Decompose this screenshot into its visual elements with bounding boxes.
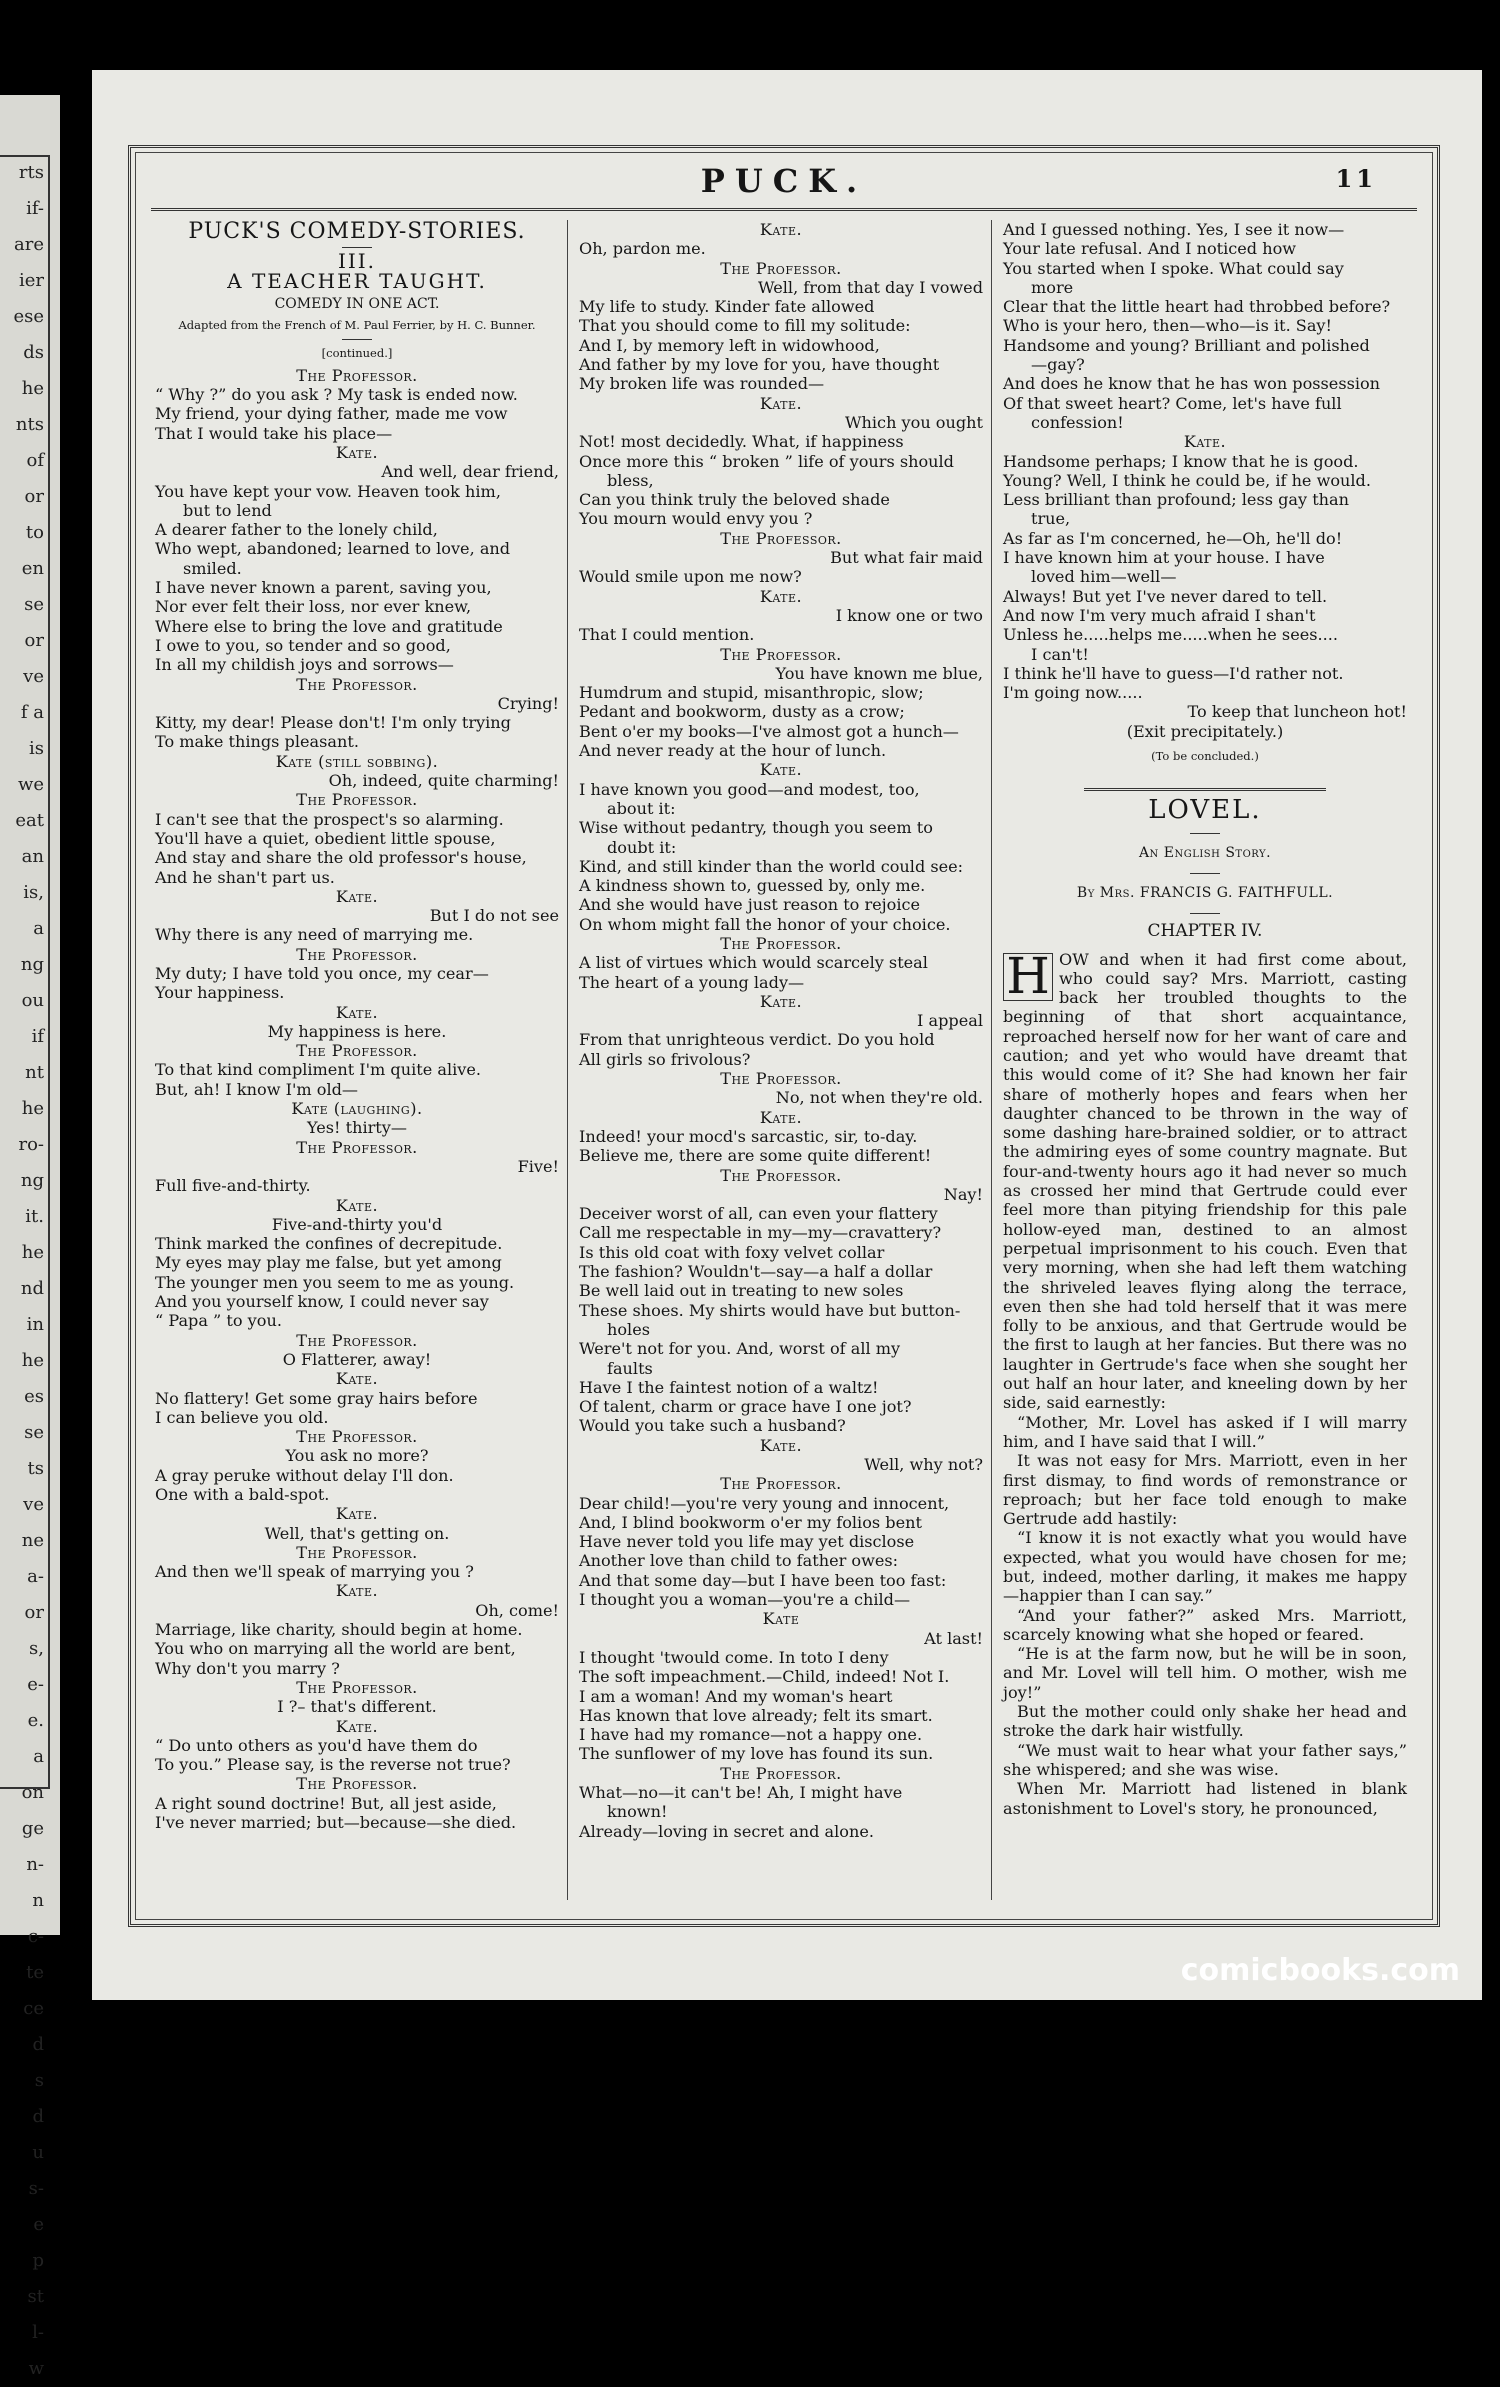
dialogue-line: And now I'm very much afraid I shan't bbox=[1003, 605, 1316, 625]
adjacent-page-fragment: e- bbox=[27, 1674, 44, 1695]
adjacent-page-fragment: ng bbox=[20, 954, 44, 975]
dialogue-line: All girls so frivolous? bbox=[579, 1049, 751, 1069]
dialogue-line: Is this old coat with foxy velvet collar bbox=[579, 1242, 885, 1262]
story-credit: Adapted from the French of M. Paul Ferrier, by H. C. Bunner. bbox=[178, 318, 536, 333]
adjacent-page-fragment: u bbox=[32, 2142, 44, 2163]
adjacent-page-fragment: if- bbox=[26, 198, 44, 219]
section-rule bbox=[1084, 788, 1326, 791]
dialogue-line: Yes! thirty— bbox=[307, 1118, 407, 1138]
title-rule bbox=[342, 247, 372, 248]
dialogue-line: Can you think truly the beloved shade bbox=[579, 490, 890, 510]
dialogue-line: Well, from that day I vowed bbox=[758, 277, 983, 297]
lovel-subtitle: An English Story. bbox=[1138, 844, 1272, 861]
speaker-label: Kate. bbox=[335, 1002, 379, 1022]
dialogue-line: I thought 'twould come. In toto I deny bbox=[579, 1647, 889, 1667]
dialogue-line: Clear that the little heart had throbbed before? bbox=[1003, 297, 1391, 317]
speaker-label: Kate. bbox=[1183, 432, 1227, 452]
dialogue-line: “ Papa ” to you. bbox=[155, 1311, 282, 1331]
dialogue-line: That I would take his place— bbox=[155, 423, 393, 443]
dialogue-line: And well, dear friend, bbox=[381, 462, 559, 482]
adjacent-page-fragment: s- bbox=[28, 2178, 44, 2199]
dialogue-line: I've never married; but—because—she died. bbox=[155, 1813, 517, 1833]
adjacent-page-fragment: ts bbox=[27, 1458, 44, 1479]
dialogue-line: I have known you good—and modest, too, bbox=[579, 779, 920, 799]
dialogue-line: A gray peruke without delay I'll don. bbox=[155, 1465, 454, 1485]
speaker-label: Kate. bbox=[759, 991, 803, 1011]
speaker-label: The Professor. bbox=[720, 644, 842, 664]
dialogue-line: I am a woman! And my woman's heart bbox=[579, 1686, 893, 1706]
speaker-label: The Professor. bbox=[720, 1069, 842, 1089]
dialogue-line: My duty; I have told you once, my cear— bbox=[155, 963, 489, 983]
adjacent-page-fragment: or bbox=[24, 630, 44, 651]
story-opening: OW and when it had first come about, who could say? Mrs. Marriott, casting back her troubled thoughts to the beginning of that short acquaintance, reproached herself now for her want of care and caution; and yet who would have dreamt that this would come of it? She had known her fair share of motherly hopes and fears when her daughter chanced to be thrown in the way of some dashing hare-brained soldier, or to attract the admiring eyes of some country magnate. But four-and-twenty hours ago it had never so much as crossed her mind that Gertrude could ever feel more than pitying friendship for this pale hollow-eyed man, destined to an almost perpetual imprisonment to his couch. Even that very morning, when she had left them watching the shriveled leaves flying along the terrace, even then she had told herself that it was mere folly to be anxious, and that Gertrude would be the first to laugh at her fancies. But there was no laughter in Gertrude's face when she sought her out half an hour later, and kneeling down by her side, said earnestly: bbox=[1003, 949, 1407, 1413]
story-genre: COMEDY IN ONE ACT. bbox=[274, 295, 440, 312]
dialogue-line: And she would have just reason to rejoice bbox=[579, 895, 921, 915]
speaker-label: Kate. bbox=[759, 1107, 803, 1127]
dialogue-line: “ Do unto others as you'd have them do bbox=[155, 1735, 478, 1755]
dialogue-line: true, bbox=[1031, 509, 1071, 529]
dialogue-line: I can't! bbox=[1031, 644, 1089, 664]
adjacent-page-fragment: eat bbox=[15, 810, 44, 831]
adjacent-page-fragment: or bbox=[24, 486, 44, 507]
column-divider bbox=[991, 220, 992, 1900]
lovel-rule bbox=[1190, 833, 1220, 834]
adjacent-page-fragment: f a bbox=[20, 702, 44, 723]
adjacent-page-fragment: ce bbox=[23, 1998, 44, 2019]
dialogue-line: I owe to you, so tender and so good, bbox=[155, 635, 451, 655]
dialogue-line: I can believe you old. bbox=[155, 1407, 329, 1427]
speaker-label: The Professor. bbox=[720, 1165, 842, 1185]
watermark: comicbooks.com bbox=[1180, 1953, 1460, 1988]
speaker-label: Kate. bbox=[759, 760, 803, 780]
dialogue-line: confession! bbox=[1031, 412, 1124, 432]
dialogue-line: Kind, and still kinder than the world could see: bbox=[579, 856, 964, 876]
speaker-label: Kate. bbox=[759, 586, 803, 606]
speaker-label: Kate. bbox=[759, 393, 803, 413]
adjacent-page-fragment: to bbox=[25, 522, 44, 543]
adjacent-page-fragment: l- bbox=[32, 2322, 44, 2343]
dialogue-line: No flattery! Get some gray hairs before bbox=[155, 1388, 478, 1408]
dialogue-line: Oh, indeed, quite charming! bbox=[328, 771, 559, 791]
dialogue-line: Full five-and-thirty. bbox=[155, 1176, 311, 1196]
dialogue-line: Which you ought bbox=[845, 412, 983, 432]
page-header bbox=[131, 158, 1437, 204]
dialogue-line: Humdrum and stupid, misanthropic, slow; bbox=[579, 683, 924, 703]
dialogue-line: I can't see that the prospect's so alarming. bbox=[155, 809, 504, 829]
adjacent-page-fragment: it. bbox=[25, 1206, 44, 1227]
dialogue-line: —gay? bbox=[1031, 355, 1085, 375]
adjacent-page-fragment: ve bbox=[23, 666, 44, 687]
dialogue-line: Not! most decidedly. What, if happiness bbox=[579, 432, 904, 452]
continued-note: [continued.] bbox=[321, 346, 393, 361]
dialogue-line: To you.” Please say, is the reverse not true? bbox=[155, 1755, 511, 1775]
dialogue-lines bbox=[579, 220, 983, 1841]
adjacent-page-fragment: an bbox=[21, 846, 44, 867]
adjacent-page-fragment: is, bbox=[23, 882, 44, 903]
dialogue-line: “ Why ?” do you ask ? My task is ended now. bbox=[155, 385, 518, 405]
adjacent-page-fragment: ge bbox=[21, 1818, 44, 1839]
dialogue-line: I'm going now..... bbox=[1003, 683, 1143, 703]
story-paragraph: “I know it is not exactly what you would have expected, what you would have chosen for me; but, indeed, mother darling, it makes me happy—happier than I can say.” bbox=[1003, 1528, 1407, 1606]
adjacent-page-fragment: s, bbox=[29, 1638, 44, 1659]
adjacent-page-fragment: se bbox=[24, 594, 44, 615]
dialogue-line: Why there is any need of marrying me. bbox=[155, 925, 474, 945]
dialogue-line: I thought you a woman—you're a child— bbox=[579, 1590, 911, 1610]
dialogue-line: I have known him at your house. I have bbox=[1003, 548, 1325, 568]
story-paragraph: When Mr. Marriott had listened in blank astonishment to Lovel's story, he pronounced, bbox=[1003, 1779, 1407, 1818]
masthead-title: PUCK. bbox=[700, 162, 868, 200]
dialogue-line: Oh, come! bbox=[475, 1600, 559, 1620]
dialogue-line: smiled. bbox=[183, 558, 242, 578]
dialogue-line: Well, that's getting on. bbox=[264, 1523, 450, 1543]
adjacent-page-fragment: ds bbox=[23, 342, 44, 363]
dialogue-line: I appeal bbox=[917, 1011, 983, 1031]
adjacent-page-fragment: he bbox=[21, 1098, 44, 1119]
dialogue-line: bless, bbox=[607, 470, 654, 490]
dialogue-line: Bent o'er my books—I've almost got a hunch— bbox=[579, 721, 959, 741]
dialogue-line: Well, why not? bbox=[864, 1455, 983, 1474]
dialogue-line: The heart of a young lady— bbox=[579, 972, 805, 992]
speaker-label: The Professor. bbox=[296, 1677, 418, 1697]
lovel-author: By Mrs. FRANCIS G. FAITHFULL. bbox=[1076, 884, 1334, 901]
adjacent-page-fragment: he bbox=[21, 1350, 44, 1371]
adjacent-page-fragment: ro- bbox=[18, 1134, 44, 1155]
story-paragraphs bbox=[1003, 1413, 1407, 1818]
dialogue-line: Young? Well, I think he could be, if he would. bbox=[1003, 470, 1371, 490]
dialogue-line: You mourn would envy you ? bbox=[579, 509, 813, 529]
dialogue-line: You'll have a quiet, obedient little spouse, bbox=[155, 828, 496, 848]
header-rule bbox=[151, 208, 1417, 215]
dialogue-line: Have I the faintest notion of a waltz! bbox=[579, 1377, 879, 1397]
dialogue-line: Always! But yet I've never dared to tell. bbox=[1003, 586, 1328, 606]
adjacent-page-fragment: or bbox=[24, 1602, 44, 1623]
dialogue-line: I have had my romance—not a happy one. bbox=[579, 1725, 923, 1745]
dialogue-line: Think marked the confines of decrepitude. bbox=[155, 1234, 503, 1254]
dialogue-line: Less brilliant than profound; less gay than bbox=[1003, 490, 1349, 510]
dialogue-line: My life to study. Kinder fate allowed bbox=[579, 297, 875, 317]
chapter-heading: CHAPTER IV. bbox=[1147, 921, 1263, 942]
dialogue-line: Were't not for you. And, worst of all my bbox=[579, 1339, 901, 1359]
dialogue-line: Where else to bring the love and gratitude bbox=[155, 616, 503, 636]
dialogue-line: Nay! bbox=[943, 1184, 983, 1204]
adjacent-page-fragment: ne bbox=[21, 1530, 44, 1551]
adjacent-page-fragment: e. bbox=[27, 1710, 44, 1731]
dialogue-line: The fashion? Wouldn't—say—a half a dollar bbox=[579, 1262, 933, 1282]
column-3 bbox=[1003, 220, 1407, 1900]
dialogue-line: Who wept, abandoned; learned to love, and bbox=[155, 539, 511, 559]
dialogue-line: As far as I'm concerned, he—Oh, he'll do! bbox=[1003, 528, 1343, 548]
speaker-label: The Professor. bbox=[720, 1474, 842, 1494]
adjacent-page-fragment: se bbox=[24, 1422, 44, 1443]
dialogue-line: My happiness is here. bbox=[267, 1021, 447, 1041]
dialogue-lines bbox=[1003, 220, 1407, 741]
adjacent-page-fragment: ve bbox=[23, 1494, 44, 1515]
speaker-label: The Professor. bbox=[296, 944, 418, 964]
dialogue-line: Why don't you marry ? bbox=[155, 1658, 340, 1678]
dialogue-line: A list of virtues which would scarcely steal bbox=[579, 953, 928, 973]
speaker-label: The Professor. bbox=[720, 528, 842, 548]
dialogue-line: doubt it: bbox=[607, 837, 677, 857]
dialogue-line: O Flatterer, away! bbox=[282, 1349, 432, 1369]
dialogue-line: Another love than child to father owes: bbox=[579, 1551, 899, 1571]
subtitle-rule bbox=[1190, 873, 1220, 874]
speaker-label: The Professor. bbox=[296, 1774, 418, 1794]
adjacent-page-strip bbox=[0, 95, 60, 2379]
dialogue-line: You ask no more? bbox=[285, 1446, 429, 1466]
dialogue-line: To keep that luncheon hot! bbox=[1187, 702, 1407, 722]
dialogue-line: You who on marrying all the world are bent, bbox=[155, 1639, 516, 1659]
dialogue-line: Would smile upon me now? bbox=[579, 567, 802, 587]
adjacent-page-fragment: nd bbox=[20, 1278, 44, 1299]
dialogue-line: Have never told you life may yet disclose bbox=[579, 1532, 915, 1552]
column-1 bbox=[155, 220, 559, 1900]
dialogue-line: Deceiver worst of all, can even your flattery bbox=[579, 1204, 938, 1224]
dialogue-line: Your late refusal. And I noticed how bbox=[1003, 239, 1297, 259]
dialogue-line: about it: bbox=[607, 798, 676, 818]
dialogue-line: Crying! bbox=[497, 693, 559, 713]
dialogue-line: I ?– that's different. bbox=[277, 1697, 437, 1717]
dialogue-line: Already—loving in secret and alone. bbox=[579, 1821, 874, 1841]
dialogue-line: And does he know that he has won possession bbox=[1003, 374, 1381, 394]
speaker-label: The Professor. bbox=[720, 933, 842, 953]
dialogue-line: One with a bald-spot. bbox=[155, 1485, 330, 1504]
adjacent-page-fragment: rts bbox=[18, 162, 44, 183]
adjacent-page-fragment: p bbox=[32, 2250, 44, 2271]
adjacent-page-fragment: nt bbox=[25, 1062, 44, 1083]
adjacent-page-fragment: te bbox=[26, 1962, 44, 1983]
page-number: 11 bbox=[1335, 164, 1377, 193]
story-paragraph: “He is at the farm now, but he will be in soon, and Mr. Lovel will tell him. O mother, wish me joy!” bbox=[1003, 1644, 1407, 1702]
dialogue-line: Has known that love already; felt its smart. bbox=[579, 1705, 933, 1725]
dialogue-line: Indeed! your mocd's sarcastic, sir, to-day. bbox=[579, 1126, 918, 1146]
story-paragraph: It was not easy for Mrs. Marriott, even in her first dismay, to find words of remonstrance or reproach; but her face told enough to make Gertrude add hastily: bbox=[1003, 1451, 1407, 1529]
story-paragraph: “Mother, Mr. Lovel has asked if I will marry him, and I have said that I will.” bbox=[1003, 1412, 1407, 1451]
dialogue-line: Pedant and bookworm, dusty as a crow; bbox=[579, 702, 905, 722]
speaker-label: Kate bbox=[762, 1609, 800, 1629]
dialogue-line: I have never known a parent, saving you, bbox=[155, 578, 492, 598]
adjacent-page-fragment: ese bbox=[13, 306, 44, 327]
dialogue-line: Dear child!—you're very young and innocent, bbox=[579, 1493, 950, 1513]
adjacent-page-fragment: a bbox=[33, 918, 44, 939]
lovel-title: LOVEL. bbox=[1148, 795, 1262, 826]
dialogue-line: To make things pleasant. bbox=[155, 732, 359, 752]
story-paragraph: But the mother could only shake her head and stroke the dark hair wistfully. bbox=[1003, 1702, 1407, 1741]
column-2 bbox=[579, 220, 983, 1900]
dialogue-line: My friend, your dying father, made me vow bbox=[155, 404, 508, 424]
adjacent-page-fragment: w bbox=[28, 2358, 44, 2379]
dialogue-line: Would you take such a husband? bbox=[579, 1416, 846, 1436]
speaker-label: Kate (still sobbing). bbox=[275, 751, 439, 771]
adjacent-page-fragment: d bbox=[32, 2106, 44, 2127]
speaker-label: The Professor. bbox=[296, 674, 418, 694]
adjacent-page-fragment: st bbox=[27, 2286, 44, 2307]
adjacent-page-fragment: of bbox=[26, 450, 44, 471]
dialogue-line: more bbox=[1031, 277, 1074, 297]
dialogue-line: known! bbox=[607, 1802, 668, 1822]
dialogue-line: No, not when they're old. bbox=[775, 1088, 983, 1108]
adjacent-page-fragment: en bbox=[21, 558, 44, 579]
adjacent-page-fragment: he bbox=[21, 1242, 44, 1263]
page-border bbox=[128, 145, 1440, 1927]
dialogue-line: And never ready at the hour of lunch. bbox=[579, 741, 887, 761]
dialogue-line: Unless he.....helps me.....when he sees.... bbox=[1003, 625, 1338, 645]
adjacent-page-text bbox=[0, 155, 48, 2387]
dialogue-line: And stay and share the old professor's house, bbox=[155, 848, 527, 868]
dialogue-line: My eyes may play me false, but yet among bbox=[155, 1253, 502, 1273]
dialogue-line: Wise without pedantry, though you seem to bbox=[579, 818, 933, 838]
speaker-label: The Professor. bbox=[296, 1427, 418, 1447]
adjacent-page-fragment: n- bbox=[26, 1854, 44, 1875]
speaker-label: Kate. bbox=[335, 442, 379, 462]
dialogue-line: Five-and-thirty you'd bbox=[271, 1214, 443, 1234]
dialogue-line: A dearer father to the lonely child, bbox=[155, 520, 438, 540]
dialogue-line: That I could mention. bbox=[579, 625, 755, 645]
section-title: PUCK'S COMEDY-STORIES. bbox=[188, 219, 526, 244]
speaker-label: The Professor. bbox=[720, 258, 842, 278]
dialogue-line: At last! bbox=[924, 1628, 983, 1648]
story-paragraph bbox=[1003, 946, 1407, 1413]
adjacent-page-fragment: a- bbox=[27, 1566, 44, 1587]
dialogue-line: And you yourself know, I could never say bbox=[155, 1292, 489, 1312]
dialogue-line: The younger men you seem to me as young. bbox=[155, 1272, 515, 1292]
dialogue-line: Of talent, charm or grace have I one jot? bbox=[579, 1397, 912, 1417]
speaker-label: The Professor. bbox=[296, 1041, 418, 1061]
dialogue-line: And I guessed nothing. Yes, I see it now— bbox=[1003, 220, 1345, 239]
adjacent-page-fragment: in bbox=[26, 1314, 44, 1335]
dialogue-line: And, I blind bookworm o'er my folios bent bbox=[579, 1512, 922, 1532]
dialogue-lines bbox=[155, 366, 559, 1833]
dialogue-line: holes bbox=[607, 1319, 650, 1339]
dialogue-line: What—no—it can't be! Ah, I might have bbox=[579, 1783, 903, 1803]
dialogue-line: loved him—well— bbox=[1031, 567, 1177, 587]
dialogue-line: Call me respectable in my—my—cravattery? bbox=[579, 1223, 942, 1243]
dialogue-line: That you should come to fill my solitude: bbox=[579, 316, 911, 336]
dialogue-line: faults bbox=[607, 1358, 653, 1378]
speaker-label: Kate. bbox=[335, 1369, 379, 1389]
adjacent-page-fragment: if bbox=[31, 1026, 44, 1047]
story-paragraph: “And your father?” asked Mrs. Marriott, scarcely knowing what she hoped or feared. bbox=[1003, 1605, 1407, 1644]
adjacent-page-fragment: ier bbox=[18, 270, 44, 291]
to-be-concluded: (To be concluded.) bbox=[1151, 749, 1259, 764]
dialogue-line: Handsome perhaps; I know that he is good. bbox=[1003, 451, 1359, 471]
speaker-label: The Professor. bbox=[296, 790, 418, 810]
story-paragraph: “We must wait to hear what your father says,” she whispered; and she was wise. bbox=[1003, 1740, 1407, 1779]
adjacent-page-fragment: ou bbox=[21, 990, 44, 1011]
dialogue-line: In all my childish joys and sorrows— bbox=[155, 655, 454, 675]
dialogue-line: On whom might fall the honor of your choice. bbox=[579, 914, 951, 934]
dialogue-line: Nor ever felt their loss, nor ever knew, bbox=[155, 597, 472, 617]
adjacent-page-fragment: n bbox=[32, 1890, 44, 1911]
dialogue-line: but to lend bbox=[183, 500, 272, 520]
speaker-label: Kate. bbox=[335, 1581, 379, 1601]
dialogue-line: And he shan't part us. bbox=[155, 867, 335, 887]
dialogue-line: And that some day—but I have been too fast: bbox=[579, 1570, 947, 1590]
dialogue-line: You started when I spoke. What could say bbox=[1003, 258, 1344, 278]
dialogue-line: You have known me blue, bbox=[775, 663, 983, 683]
dialogue-line: And father by my love for you, have thought bbox=[579, 355, 940, 375]
dialogue-line: Five! bbox=[517, 1156, 559, 1176]
speaker-label: The Professor. bbox=[296, 1542, 418, 1562]
author-rule bbox=[1190, 913, 1220, 914]
dialogue-line: And then we'll speak of marrying you ? bbox=[155, 1562, 474, 1582]
dialogue-line: Be well laid out in treating to new soles bbox=[579, 1281, 904, 1301]
dialogue-line: Who is your hero, then—who—is it. Say! bbox=[1003, 316, 1332, 336]
dialogue-line: I think he'll have to guess—I'd rather not. bbox=[1003, 663, 1344, 683]
adjacent-page-fragment: d bbox=[32, 2034, 44, 2055]
dialogue-line: Kitty, my dear! Please don't! I'm only trying bbox=[155, 713, 511, 733]
speaker-label: The Professor. bbox=[296, 365, 418, 385]
dialogue-line: A right sound doctrine! But, all jest aside, bbox=[155, 1793, 497, 1813]
dialogue-line: And I, by memory left in widowhood, bbox=[579, 335, 880, 355]
story-title: A TEACHER TAUGHT. bbox=[227, 268, 487, 293]
credit-rule bbox=[342, 339, 372, 340]
speaker-label: The Professor. bbox=[720, 1763, 842, 1783]
speaker-label: Kate. bbox=[759, 1435, 803, 1455]
speaker-label: The Professor. bbox=[296, 1330, 418, 1350]
dialogue-line: Of that sweet heart? Come, let's have full bbox=[1003, 393, 1342, 413]
dialogue-line: You have kept your vow. Heaven took him, bbox=[155, 481, 501, 501]
story-numeral: III. bbox=[337, 249, 377, 274]
adjacent-page-fragment: nts bbox=[15, 414, 44, 435]
dialogue-line: A kindness shown to, guessed by, only me. bbox=[579, 876, 926, 896]
speaker-label: Kate. bbox=[335, 1195, 379, 1215]
dialogue-line: To that kind compliment I'm quite alive. bbox=[155, 1060, 481, 1080]
dialogue-line: Believe me, there are some quite different! bbox=[579, 1146, 932, 1166]
dialogue-line: The soft impeachment.—Child, indeed! Not I. bbox=[579, 1667, 950, 1687]
dialogue-line: (Exit precipitately.) bbox=[1126, 721, 1284, 741]
drop-cap: H bbox=[1003, 953, 1053, 1001]
adjacent-page-fragment: s bbox=[34, 2070, 44, 2091]
adjacent-page-fragment: is bbox=[29, 738, 44, 759]
dialogue-line: I know one or two bbox=[835, 605, 983, 625]
dialogue-line: But, ah! I know I'm old— bbox=[155, 1079, 358, 1099]
speaker-label: Kate. bbox=[759, 220, 803, 239]
dialogue-line: Handsome and young? Brilliant and polished bbox=[1003, 335, 1370, 355]
dialogue-line: The sunflower of my love has found its sun. bbox=[579, 1744, 934, 1764]
adjacent-page-fragment: ng bbox=[20, 1170, 44, 1191]
magazine-page bbox=[92, 70, 1482, 2000]
speaker-label: Kate. bbox=[335, 1716, 379, 1736]
dialogue-line: Once more this “ broken ” life of yours should bbox=[579, 451, 954, 471]
adjacent-page-fragment: a bbox=[33, 1746, 44, 1767]
column-divider bbox=[567, 220, 568, 1900]
dialogue-line: These shoes. My shirts would have but button- bbox=[579, 1300, 961, 1320]
adjacent-page-fragment: are bbox=[14, 234, 44, 255]
speaker-label: The Professor. bbox=[296, 1137, 418, 1157]
dialogue-line: From that unrighteous verdict. Do you hold bbox=[579, 1030, 935, 1050]
speaker-label: Kate (laughing). bbox=[291, 1099, 423, 1119]
dialogue-line: But I do not see bbox=[429, 906, 559, 926]
adjacent-page-fragment: on bbox=[21, 1782, 44, 1803]
speaker-label: Kate. bbox=[335, 1504, 379, 1524]
speaker-label: Kate. bbox=[335, 886, 379, 906]
adjacent-page-fragment: we bbox=[17, 774, 44, 795]
dialogue-line: Marriage, like charity, should begin at home. bbox=[155, 1620, 523, 1640]
adjacent-page-fragment: he bbox=[21, 378, 44, 399]
dialogue-line: Oh, pardon me. bbox=[579, 239, 706, 259]
adjacent-page-fragment: c- bbox=[27, 1926, 44, 1947]
dialogue-line: But what fair maid bbox=[830, 548, 983, 568]
adjacent-page-fragment: e bbox=[33, 2214, 44, 2235]
dialogue-line: My broken life was rounded— bbox=[579, 374, 825, 394]
adjacent-page-fragment: es bbox=[24, 1386, 44, 1407]
dialogue-line: Your happiness. bbox=[155, 983, 285, 1003]
